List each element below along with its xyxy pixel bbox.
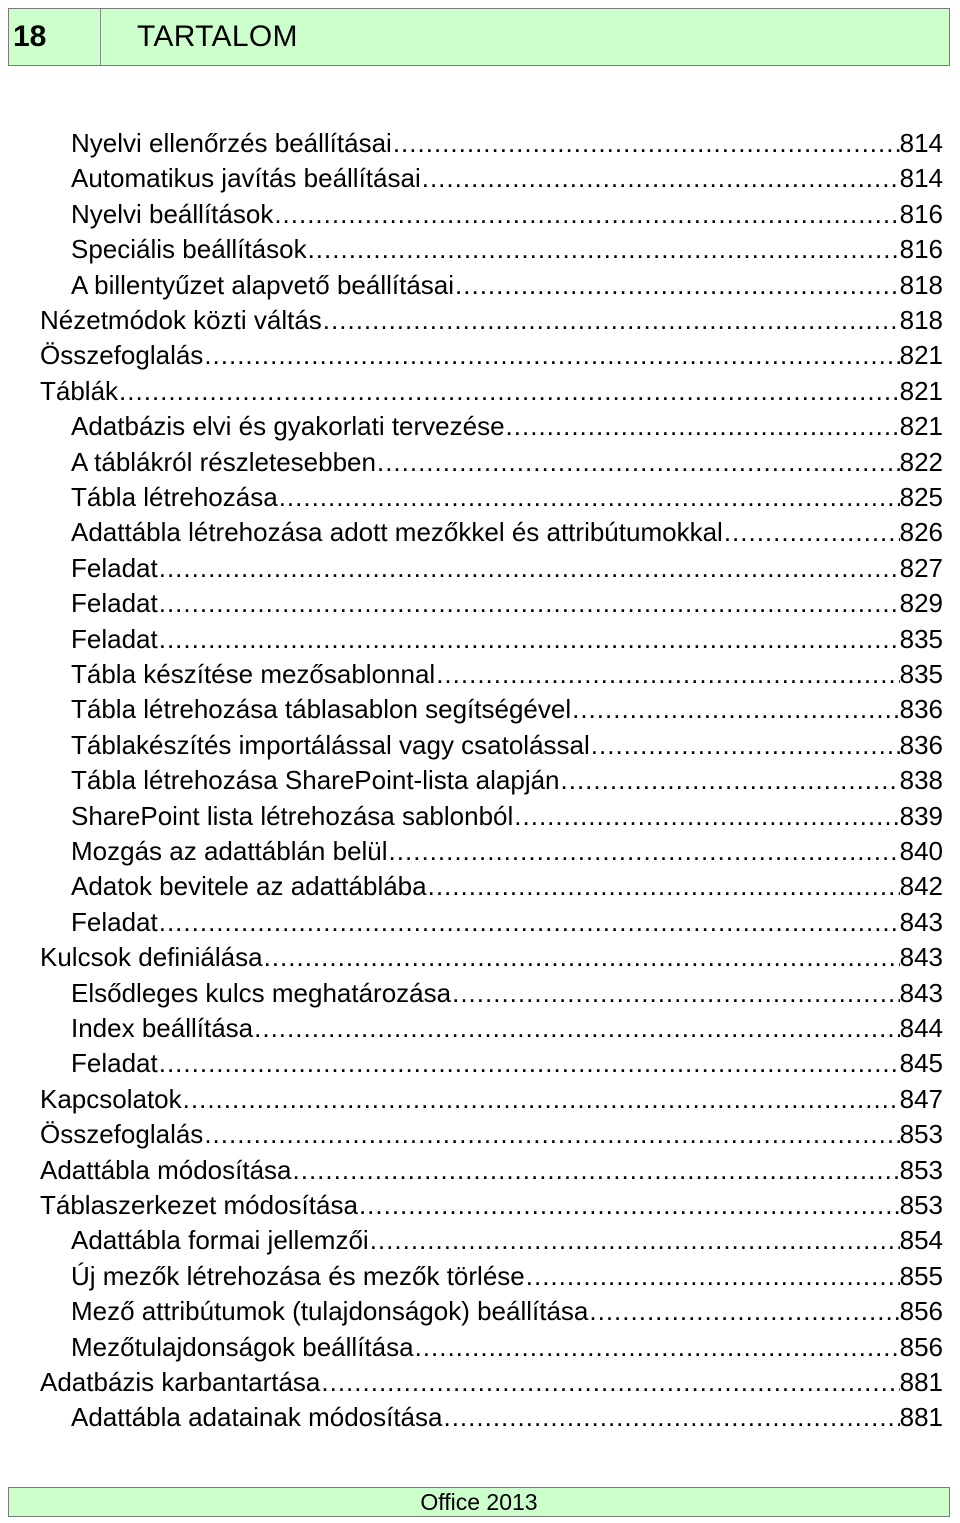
toc-dot-leader xyxy=(455,268,900,302)
toc-dot-leader xyxy=(443,1400,899,1434)
toc-entry xyxy=(71,480,943,514)
toc-entry xyxy=(71,551,943,585)
toc-entry-title: Tábla létrehozása xyxy=(71,482,278,512)
toc-entry-title: Mezőtulajdonságok beállítása xyxy=(71,1331,414,1362)
toc-entry xyxy=(71,268,943,302)
toc-entry xyxy=(71,515,943,549)
toc-entry-page: 835 xyxy=(899,623,943,654)
toc-entry-title: SharePoint lista létrehozása sablonból xyxy=(71,800,514,831)
toc-entry xyxy=(40,374,943,408)
toc-dot-leader xyxy=(159,551,900,585)
toc-entry-page: 856 xyxy=(899,1331,943,1362)
toc-entry-page: 836 xyxy=(899,694,943,725)
toc-entry xyxy=(40,1117,943,1151)
toc-entry xyxy=(71,869,943,903)
toc-entry xyxy=(71,586,943,620)
toc-dot-leader xyxy=(279,480,900,514)
toc-entry xyxy=(71,409,943,443)
toc-entry-page: 843 xyxy=(899,942,943,973)
toc-entry-page: 842 xyxy=(899,871,943,902)
toc-entry-page: 853 xyxy=(899,1119,943,1150)
toc-entry-title: Összefoglalás xyxy=(40,340,204,371)
toc-entry xyxy=(71,622,943,656)
toc-dot-leader xyxy=(393,126,900,160)
toc-dot-leader xyxy=(359,1188,900,1222)
toc-entry xyxy=(40,338,943,372)
toc-dot-leader xyxy=(159,1046,900,1080)
toc-entry-page: 836 xyxy=(899,729,943,760)
toc-entry xyxy=(71,1330,943,1364)
toc-entry xyxy=(71,1400,943,1434)
toc-dot-leader xyxy=(204,338,899,372)
toc-dot-leader xyxy=(589,1294,899,1328)
toc-entry-page: 843 xyxy=(899,977,943,1008)
toc-entry xyxy=(40,940,943,974)
toc-entry-title: Feladat xyxy=(71,623,158,654)
toc-entry-title: A billentyűzet alapvető beállításai xyxy=(71,269,455,300)
toc-entry-title: Mozgás az adattáblán belül xyxy=(71,836,388,866)
toc-entry-page: 816 xyxy=(899,234,943,265)
toc-entry xyxy=(71,1011,943,1045)
toc-entry xyxy=(71,1223,943,1257)
toc-dot-leader xyxy=(204,1117,899,1151)
toc-entry-title: Feladat xyxy=(71,906,158,937)
toc-entry-page: 843 xyxy=(899,906,943,937)
toc-entry-page: 845 xyxy=(899,1048,943,1079)
toc-entry-title: Elsődleges kulcs meghatározása xyxy=(71,977,452,1008)
toc-entry-title: Táblaszerkezet módosítása xyxy=(40,1190,358,1220)
toc-entry-title: Automatikus javítás beállításai xyxy=(71,163,421,194)
toc-entry-page: 818 xyxy=(899,305,943,335)
toc-entry-page: 827 xyxy=(899,552,943,583)
toc-entry xyxy=(71,1259,943,1293)
toc-entry-page: 839 xyxy=(899,800,943,831)
toc-entry-title: Tábla létrehozása SharePoint-lista alapján xyxy=(71,765,560,796)
toc-dot-leader xyxy=(389,834,900,868)
toc-dot-leader xyxy=(183,1082,900,1116)
toc-dot-leader xyxy=(264,940,900,974)
toc-entry-page: 822 xyxy=(899,446,943,477)
toc-entry-page: 856 xyxy=(899,1296,943,1327)
toc-entry-title: Adattábla létrehozása adott mezőkkel és attribútumokkal xyxy=(71,517,723,548)
toc-entry xyxy=(40,1188,943,1222)
toc-entry-title: Tábla létrehozása táblasablon segítségével xyxy=(71,694,572,725)
toc-dot-leader xyxy=(436,657,899,691)
toc-dot-leader xyxy=(321,1365,899,1399)
toc-entry-title: Feladat xyxy=(71,552,158,583)
page-title: TARTALOM xyxy=(137,20,298,53)
toc-entry-title: Kulcsok definiálása xyxy=(40,942,263,973)
toc-dot-leader xyxy=(724,515,900,549)
toc-entry-page: 826 xyxy=(899,517,943,548)
toc-entry-page: 853 xyxy=(899,1190,943,1220)
toc-entry-title: Nyelvi beállítások xyxy=(71,198,274,229)
toc-entry-page: 814 xyxy=(899,163,943,194)
page-header xyxy=(8,8,950,66)
toc-entry-title: Index beállítása xyxy=(71,1013,254,1043)
toc-entry xyxy=(71,445,943,479)
page-number: 18 xyxy=(9,9,101,65)
toc-dot-leader xyxy=(561,763,900,797)
toc-entry-page: 847 xyxy=(899,1083,943,1114)
toc-entry-title: Kapcsolatok xyxy=(40,1083,182,1114)
toc-entry xyxy=(71,799,943,833)
toc-entry-title: Adatbázis elvi és gyakorlati tervezése xyxy=(71,411,505,442)
toc-dot-leader xyxy=(591,728,900,762)
toc-entry-page: 825 xyxy=(899,482,943,512)
toc-entry-page: 829 xyxy=(899,588,943,619)
toc-dot-leader xyxy=(274,197,899,231)
toc-entry-page: 853 xyxy=(899,1154,943,1185)
toc-entry xyxy=(71,657,943,691)
toc-entry xyxy=(40,1153,943,1187)
toc-entry xyxy=(71,976,943,1010)
toc-entry xyxy=(71,692,943,726)
footer-title: Office 2013 xyxy=(420,1488,538,1515)
toc-entry-title: Adatok bevitele az adattáblába xyxy=(71,871,427,902)
toc-entry-title: A táblákról részletesebben xyxy=(71,446,376,477)
toc-entry-title: Mező attribútumok (tulajdonságok) beállítása xyxy=(71,1296,589,1327)
toc-entry-title: Adatbázis karbantartása xyxy=(40,1367,321,1397)
toc-entry-title: Speciális beállítások xyxy=(71,234,307,265)
toc-entry-page: 835 xyxy=(899,659,943,689)
toc-entry-title: Feladat xyxy=(71,588,158,619)
toc-dot-leader xyxy=(572,692,900,726)
toc-entry-title: Nyelvi ellenőrzés beállításai xyxy=(71,128,392,158)
toc-entry-page: 821 xyxy=(899,340,943,371)
toc-entry-page: 818 xyxy=(899,269,943,300)
toc-entry-title: Táblák xyxy=(40,375,119,406)
toc-entry-page: 838 xyxy=(899,765,943,796)
toc-entry-page: 814 xyxy=(899,128,943,158)
toc-dot-leader xyxy=(514,799,899,833)
toc-entry-title: Adattábla formai jellemzői xyxy=(71,1225,369,1256)
toc-entry-page: 881 xyxy=(899,1367,943,1397)
toc-dot-leader xyxy=(159,905,900,939)
toc-entry-title: Feladat xyxy=(71,1048,158,1079)
toc-entry xyxy=(71,763,943,797)
toc-entry-page: 821 xyxy=(899,375,943,406)
toc-entry-page: 821 xyxy=(899,411,943,442)
toc-entry-title: Nézetmódok közti váltás xyxy=(40,305,322,335)
toc-entry-title: Tábla készítése mezősablonnal xyxy=(71,659,436,689)
toc-entry xyxy=(71,197,943,231)
toc-entry-title: Adattábla adatainak módosítása xyxy=(71,1402,443,1433)
toc-entry xyxy=(40,1082,943,1116)
toc-entry xyxy=(40,303,943,337)
toc-dot-leader xyxy=(370,1223,900,1257)
toc-entry xyxy=(71,728,943,762)
toc-entry-page: 855 xyxy=(899,1260,943,1291)
toc-entry-title: Új mezők létrehozása és mezők törlése xyxy=(71,1260,525,1291)
toc-entry-page: 840 xyxy=(899,836,943,866)
toc-entry-page: 844 xyxy=(899,1013,943,1043)
toc-entry xyxy=(71,905,943,939)
toc-entry xyxy=(71,1294,943,1328)
toc-dot-leader xyxy=(506,409,900,443)
toc-entry-title: Táblakészítés importálással vagy csatolással xyxy=(71,729,590,760)
toc-dot-leader xyxy=(526,1259,900,1293)
toc-entry xyxy=(40,1365,943,1399)
toc-dot-leader xyxy=(323,303,900,337)
page-footer xyxy=(8,1487,950,1517)
toc-entry xyxy=(71,161,943,195)
toc-dot-leader xyxy=(377,445,900,479)
toc-entry-page: 816 xyxy=(899,198,943,229)
toc-entry-title: Összefoglalás xyxy=(40,1119,204,1150)
toc-dot-leader xyxy=(159,622,900,656)
toc-entry xyxy=(71,232,943,266)
toc-entry-page: 881 xyxy=(899,1402,943,1433)
toc-dot-leader xyxy=(428,869,900,903)
toc-dot-leader xyxy=(415,1330,900,1364)
toc-entry xyxy=(71,1046,943,1080)
toc-dot-leader xyxy=(159,586,900,620)
toc-dot-leader xyxy=(422,161,900,195)
toc-entry-title: Adattábla módosítása xyxy=(40,1154,292,1185)
toc-dot-leader xyxy=(293,1153,900,1187)
toc-dot-leader xyxy=(119,374,900,408)
toc-dot-leader xyxy=(308,232,900,266)
toc-entry-page: 854 xyxy=(899,1225,943,1256)
toc-dot-leader xyxy=(452,976,900,1010)
toc-entry xyxy=(71,126,943,160)
toc-entry xyxy=(71,834,943,868)
toc-dot-leader xyxy=(254,1011,899,1045)
